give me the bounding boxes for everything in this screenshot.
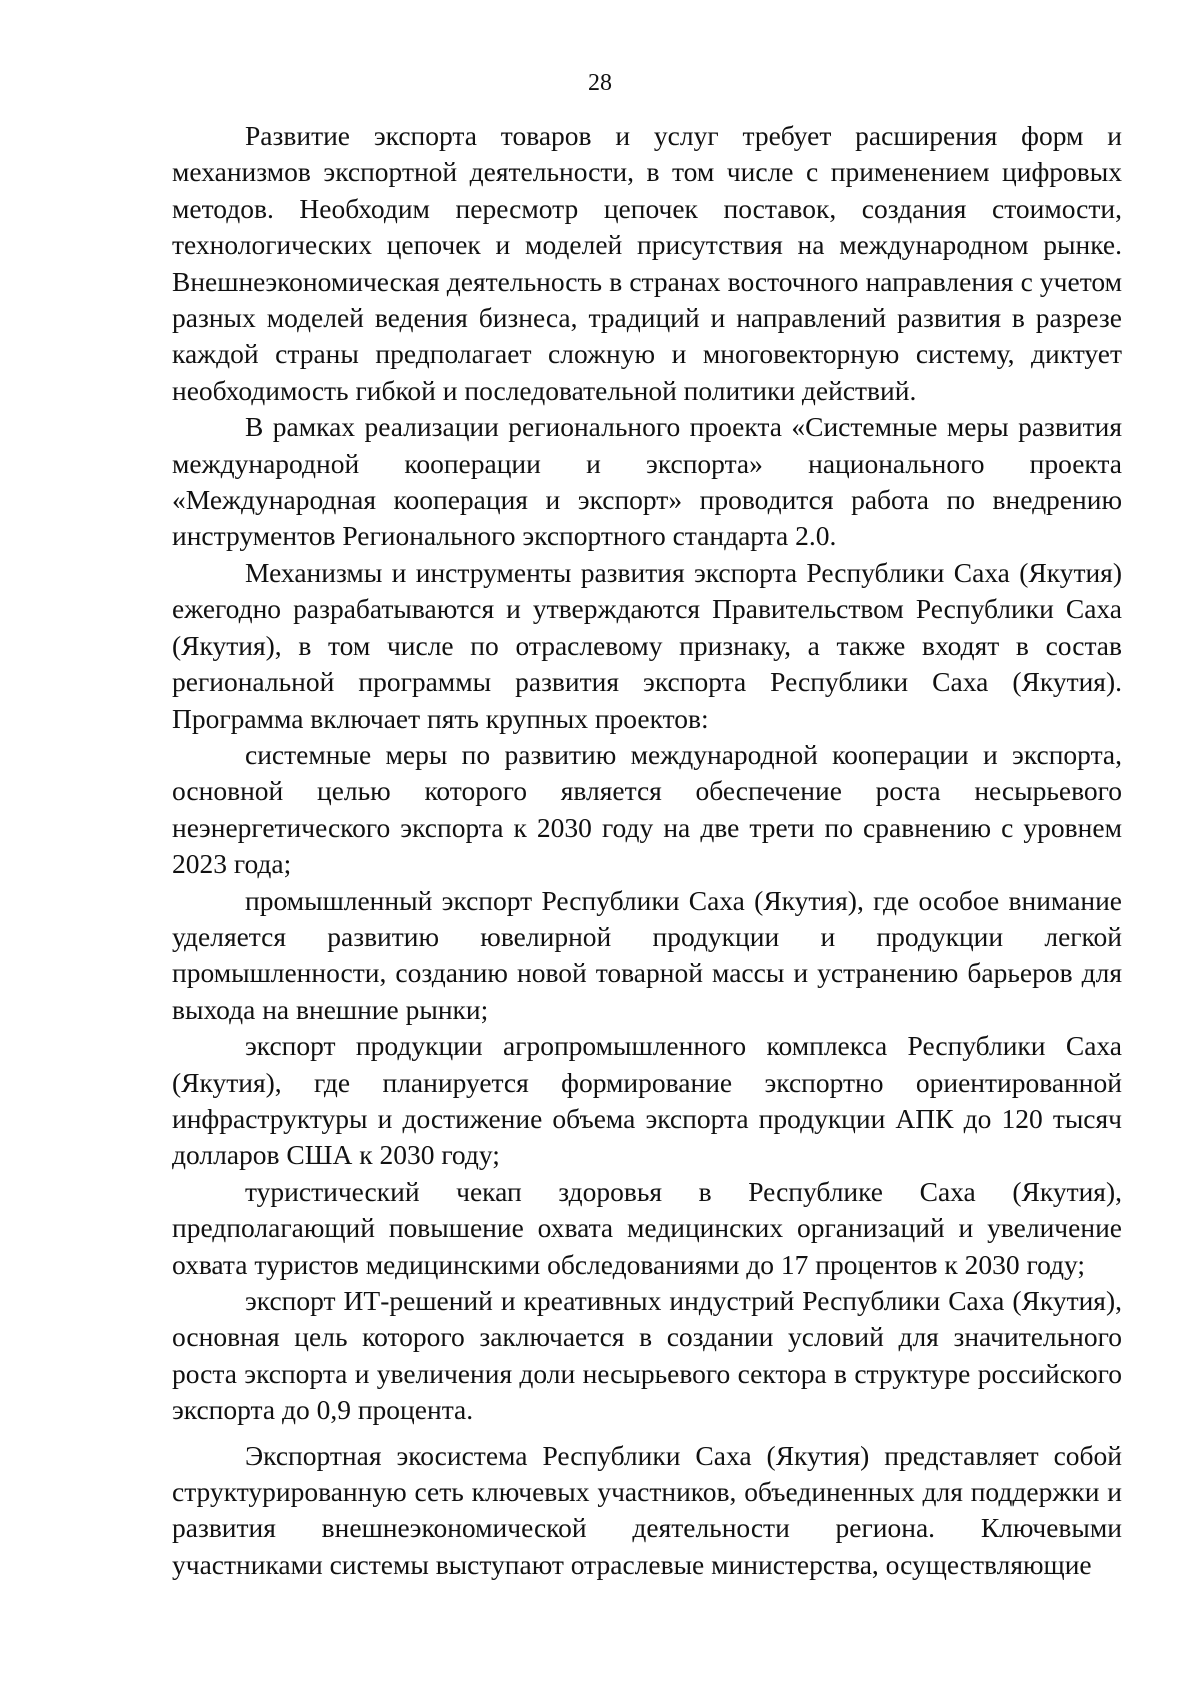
- document-body: [172, 118, 1122, 1583]
- paragraph-regional-project: В рамках реализации регионального проекта «Системные меры развития международной кооперации и экспорта» национального проекта «Международная кооперация и экспорт» проводится работа по внедрению инструментов Регионального экспортного стандарта 2.0.: [172, 411, 1122, 552]
- list-item-it-export: экспорт ИТ-решений и креативных индустрий Республики Саха (Якутия), основная цель которого заключается в создании условий для значительного роста экспорта и увеличения доли несырьевого сектора в структуре российского экспорта до 0,9 процента.: [172, 1285, 1122, 1426]
- list-item-systemic-measures: системные меры по развитию международной кооперации и экспорта, основной целью которого является обеспечение роста несырьевого неэнергетического экспорта к 2030 году на две трети по сравнению с уровнем 2023 года;: [172, 738, 1122, 880]
- paragraph-export-ecosystem: Экспортная экосистема Республики Саха (Якутия) представляет собой структурированную сеть ключевых участников, объединенных для поддержки и развития внешнеэкономической деятельности региона. Ключевыми участниками системы выступают отраслевые министерства, осуществляющие: [172, 1439, 1122, 1580]
- paragraph-export-development: Развитие экспорта товаров и услуг требует расширения форм и механизмов экспортной деятельности, в том числе с применением цифровых методов. Необходим пересмотр цепочек поставок, создания стоимости, технологических цепочек и моделей присутствия на международном рынке. Внешнеэкономическая деятельность в странах восточного направления с учетом разных моделей ведения бизнеса, традиций и направлений развития в разрезе каждой страны предполагает сложную и многовекторную систему, диктует необходимость гибкой и последовательной политики действий.: [172, 120, 1122, 406]
- list-item-medical-tourism: туристический чекап здоровья в Республике Саха (Якутия), предполагающий повышение охвата медицинских организаций и увеличение охвата туристов медицинскими обследованиями до 17 процентов к 2030 году;: [172, 1175, 1122, 1280]
- list-item-agro-export: экспорт продукции агропромышленного комплекса Республики Саха (Якутия), где планируется формирование экспортно ориентированной инфраструктуры и достижение объема экспорта продукции АПК до 120 тысяч долларов США к 2030 году;: [172, 1030, 1122, 1171]
- paragraph-export-mechanisms: Механизмы и инструменты развития экспорта Республики Саха (Якутия) ежегодно разрабатываются и утверждаются Правительством Республики Саха (Якутия), в том числе по отраслевому признаку, а также входят в состав региональной программы развития экспорта Республики Саха (Якутия). Программа включает пять крупных проектов:: [172, 556, 1122, 734]
- page-number: 28: [588, 70, 612, 96]
- list-item-industrial-export: промышленный экспорт Республики Саха (Якутия), где особое внимание уделяется развитию ювелирной продукции и продукции легкой промышленности, созданию новой товарной массы и устранению барьеров для выхода на внешние рынки;: [172, 884, 1122, 1025]
